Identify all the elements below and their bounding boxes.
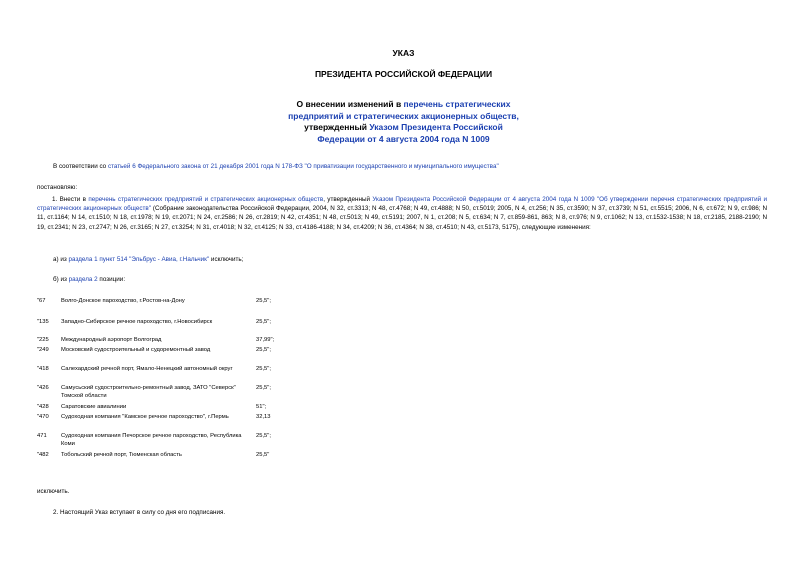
decree-title: УКАЗ [392, 48, 415, 58]
table-row [37, 404, 557, 414]
position-share: 25,5"; [256, 319, 271, 325]
item-2-paragraph: 2. Настоящий Указ вступает в силу со дня его подписания. [53, 509, 226, 516]
table-row [37, 385, 557, 404]
exclude-word: исключить. [37, 488, 70, 495]
position-number: "418 [37, 366, 49, 372]
item-1-paragraph: 1. Внести в перечень стратегических предприятий и стратегических акционерных обществ, утвержденный Указом Президента Российской Федерации от 4 августа 2004 года N 1009 "Об утверждении перечня стратегических предприятий и стратегических акционерных обществ" (Собрание законодательства Российской Федерации, 2004, N 32, ст.3313; N 48, ст.4768; N 49, ст.4888; N 50, ст.5019; 2005, N 4, ст.256; N 35, ст.3590; N 37, ст.3739; N 51, ст.5515; 2006, N 6, ст.672; N 9, ст.986; N 11, ст.1164; N 14, ст.1510; N 18, ст.1978; N 19, ст.2071; N 24, ст.2586; N 26, ст.2819; N 42, ст.4351; N 48, ст.5013; N 49, ст.5191; 2007, N 1, ст.208; N 5, ст.634; N 7, ст.859-861, 863; N 8, ст.976; N 9, ст.1062; N 13, ст.1532-1538; N 18, ст.2185, 2188-2190; N 19, ст.2341; N 23, ст.2747; N 26, ст.3165; N 27, ст.3254; N 31, ст.4018; N 32, ст.4125; N 33, ст.4186-4188; N 34, ст.4209; N 36, ст.4364; N 38, ст.4510; N 43, ст.5173, 5175), следующие изменения: [37, 196, 768, 231]
position-share: 25,5"; [256, 366, 271, 372]
position-number: "428 [37, 404, 49, 410]
position-name: Саратовские авиалинии [61, 404, 127, 410]
position-name: Московский судостроительный и судоремонтный завод [61, 347, 211, 353]
table-row [37, 366, 557, 385]
position-number: "67 [37, 298, 46, 304]
subtitle-line-1: О внесении изменений в перечень стратегических [296, 99, 511, 109]
position-number: "225 [37, 337, 49, 343]
position-name: Международный аэропорт Волгоград [61, 337, 162, 343]
position-share: 25,5"; [256, 347, 271, 353]
position-name: Салехардский речной порт, Ямало-Ненецкий автономный округ [61, 366, 233, 372]
subitem-b: б) из раздела 2 позиции: [53, 276, 126, 283]
position-share: 51"; [256, 404, 267, 410]
subtitle-line-3: утвержденный Указом Президента Российской [304, 122, 503, 132]
decree-1009-link[interactable]: Указом Президента Российской Федерации от 4 августа 2004 года N 1009 "Об утверждении перечня стратегических предприятий и стратегических акционерных обществ" [37, 196, 768, 213]
presidential-decree-link[interactable]: Указом Президента Российской [369, 122, 503, 132]
position-number: "426 [37, 385, 49, 391]
position-number: "249 [37, 347, 49, 353]
table-row [37, 433, 557, 452]
position-name: Судоходная компания "Камское речное пароходство", г.Пермь [61, 414, 229, 420]
position-name: Судоходная компания Печорское речное пароходство, Республика Коми [61, 433, 242, 447]
position-share: 25,5"; [256, 433, 271, 439]
strategic-list-link[interactable]: перечень стратегических [403, 99, 511, 109]
position-number: 471 [37, 433, 47, 439]
subtitle-line-4 [0, 134, 807, 146]
position-name: Тобольский речной порт, Тюменская область [61, 452, 182, 458]
position-name: Волго-Донское пароходство, г.Ростов-на-Дону [61, 298, 185, 304]
table-row [37, 347, 557, 366]
issuer-title: ПРЕЗИДЕНТА РОССИЙСКОЙ ФЕДЕРАЦИИ [314, 69, 493, 79]
positions-table [37, 298, 557, 462]
presidential-decree-link-cont[interactable]: Федерации от 4 августа 2004 года N 1009 [317, 133, 490, 144]
position-number: "482 [37, 452, 49, 458]
position-share: 32,13 [256, 414, 271, 420]
strategic-list-inline-link[interactable]: перечень стратегических предприятий и стратегических акционерных обществ [88, 196, 324, 203]
strategic-list-link-cont[interactable]: предприятий и стратегических акционерных обществ, [288, 110, 519, 121]
position-share: 25,5"; [256, 385, 271, 391]
document-subtitle [0, 99, 807, 145]
table-row [37, 414, 557, 433]
position-name: Самусьский судостроительно-ремонтный завод, ЗАТО "Северск" Томской области [61, 385, 236, 399]
table-row [37, 319, 557, 337]
section-2-link[interactable]: раздела 2 [68, 276, 98, 283]
subtitle-line-2 [0, 111, 807, 123]
table-row [37, 452, 557, 462]
decree-word: постановляю: [37, 184, 78, 191]
table-row [37, 298, 557, 319]
position-share: 37,99"; [256, 337, 275, 343]
position-number: "135 [37, 319, 49, 325]
position-number: "470 [37, 414, 49, 420]
position-share: 25,5" [256, 452, 270, 458]
position-share: 25,5"; [256, 298, 271, 304]
intro-paragraph: В соответствии со статьей 6 Федерального закона от 21 декабря 2001 года N 178-ФЗ "О приватизации государственного и муниципального имущества" [53, 163, 499, 170]
federal-law-link[interactable]: статьей 6 Федерального закона от 21 декабря 2001 года N 178-ФЗ "О приватизации государственного и муниципального имущества" [107, 163, 499, 170]
position-name: Западно-Сибирское речное пароходство, г.Новосибирск [61, 319, 213, 325]
subitem-a: а) из раздела 1 пункт 514 "Эльбрус - Авиа, г.Нальчик" исключить; [53, 256, 244, 263]
section-1-link[interactable]: раздела 1 пункт 514 "Эльбрус - Авиа, г.Нальчик" [68, 256, 210, 263]
table-row [37, 337, 557, 347]
